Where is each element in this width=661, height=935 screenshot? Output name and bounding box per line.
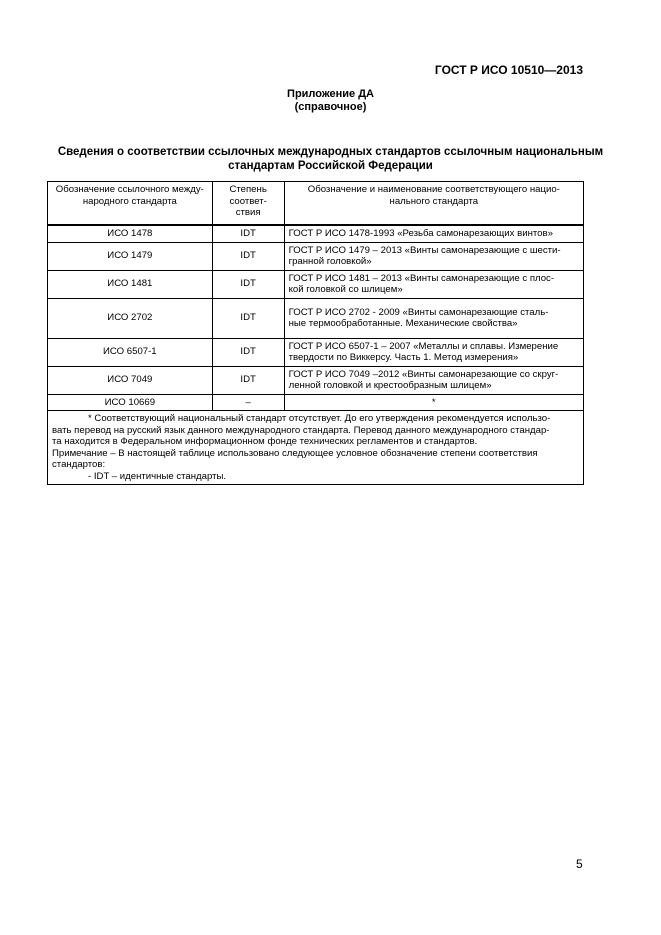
national-standard-cell: ГОСТ Р ИСО 1479 – 2013 «Винты самонарезающие с шести- гранной головкой» [284,242,583,270]
footnote-line: вать перевод на русский язык данного международного стандарта. Перевод данного международного стандар- [52,424,550,436]
table-row [48,366,584,394]
table-row [48,394,584,411]
degree-cell: – [212,394,284,411]
table-footnote [48,411,584,485]
footnote-line: * Соответствующий национальный стандарт отсутствует. До его утверждения рекомендуется использо- [88,413,551,424]
table-header-row [48,182,584,226]
national-standard-cell: ГОСТ Р ИСО 1478-1993 «Резьба самонарезающих винтов» [284,225,583,242]
table-row [48,242,584,270]
degree-cell: IDT [212,270,284,298]
column-header-degree: Степень соответ- ствия [212,182,284,226]
intl-standard-cell: ИСО 6507-1 [48,338,213,366]
table-heading-line: стандартам Российской Федерации [228,159,433,172]
national-standard-cell: ГОСТ Р ИСО 1481 – 2013 «Винты самонарезающие с плос- кой головкой со шлицем» [284,270,583,298]
reference-standards-table [47,181,584,485]
intl-standard-cell: ИСО 1481 [48,270,213,298]
column-header-national: Обозначение и наименование соответствующего нацио- нального стандарта [284,182,583,226]
table-footnote-row [48,411,584,485]
intl-standard-cell: ИСО 2702 [48,298,213,338]
table-row [48,298,584,338]
page-number: 5 [576,857,583,871]
national-standard-cell: * [284,394,583,411]
document-code: ГОСТ Р ИСО 10510—2013 [434,63,583,77]
degree-cell: IDT [212,242,284,270]
note-line: стандартов: [52,459,106,470]
column-header-intl: Обозначение ссылочного между- народного стандарта [48,182,213,226]
note-line: Примечание – В настоящей таблице использовано следующее условное обозначение степени соответствия [52,447,538,459]
annex-title: Приложение ДА [287,88,374,100]
intl-standard-cell: ИСО 7049 [48,366,213,394]
table-row [48,338,584,366]
table-row [48,270,584,298]
national-standard-cell: ГОСТ Р ИСО 6507-1 – 2007 «Металлы и сплавы. Измерение твердости по Виккерсу. Часть 1. Метод измерения» [284,338,583,366]
annex-subtitle: (справочное) [294,101,367,113]
legend-line: - IDT – идентичные стандарты. [88,470,227,482]
table-heading [48,146,613,173]
footnote-line: та находится в Федеральном информационном фонде технических регламентов и стандартов. [52,436,478,447]
table-row [48,225,584,242]
degree-cell: IDT [212,298,284,338]
degree-cell: IDT [212,338,284,366]
annex-title-block [0,88,661,114]
degree-cell: IDT [212,366,284,394]
national-standard-cell: ГОСТ Р ИСО 7049 –2012 «Винты самонарезающие со скруг- ленной головкой и крестообразным шлицем» [284,366,583,394]
degree-cell: IDT [212,225,284,242]
national-standard-cell: ГОСТ Р ИСО 2702 - 2009 «Винты самонарезающие сталь- ные термообработанные. Механические свойства» [284,298,583,338]
table-heading-line: Сведения о соответствии ссылочных международных стандартов ссылочным национальным [57,146,604,158]
intl-standard-cell: ИСО 10669 [48,394,213,411]
intl-standard-cell: ИСО 1478 [48,225,213,242]
intl-standard-cell: ИСО 1479 [48,242,213,270]
